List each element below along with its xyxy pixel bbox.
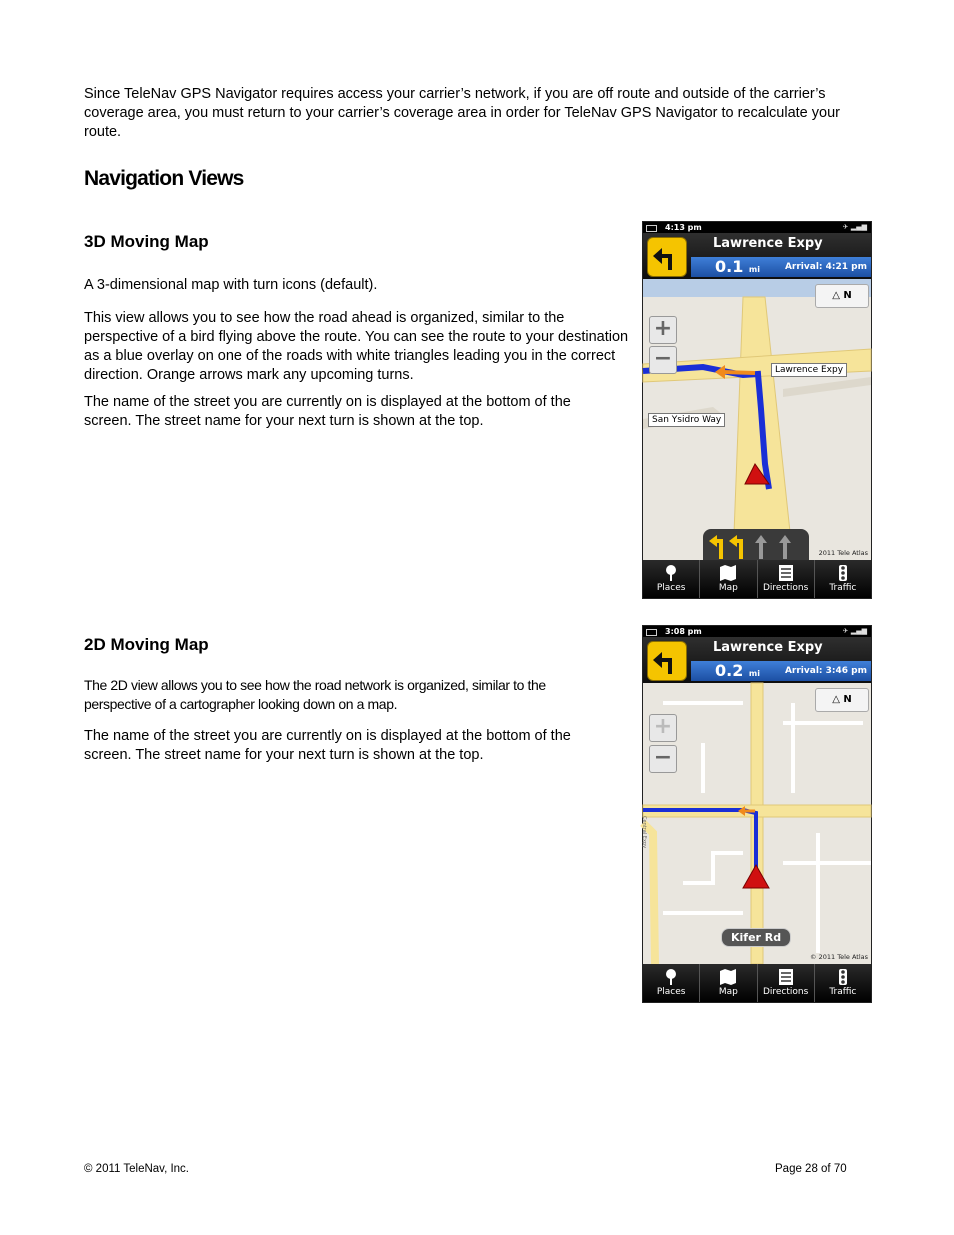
map-copyright: © 2011 Tele Atlas: [810, 953, 868, 961]
zoom-out-button[interactable]: −: [649, 346, 677, 374]
tab-directions[interactable]: Directions: [758, 560, 815, 598]
current-street-label: Kifer Rd: [721, 928, 791, 947]
battery-icon: [646, 225, 657, 232]
traffic-light-icon: [834, 565, 852, 581]
signal-icon: ✈ ▂▄▆: [842, 223, 867, 231]
heading-3d-moving-map: 3D Moving Map: [84, 232, 209, 251]
tab-places[interactable]: Places: [643, 560, 700, 598]
next-street-name: Lawrence Expy: [713, 236, 823, 251]
map-icon: [719, 969, 737, 985]
arrival-time: Arrival: 3:46 pm: [784, 666, 867, 676]
distance-bar: [691, 257, 871, 277]
list-icon: [777, 565, 795, 581]
compass-icon: △: [832, 694, 840, 705]
intro-paragraph: Since TeleNav GPS Navigator requires access your carrier’s network, if you are off route and outside of the carrier’s coverage area, you must return to your carrier’s coverage area in order for TeleNav GPS Navigator to recalculate your route.: [84, 86, 840, 140]
section-title: Navigation Views: [84, 167, 244, 190]
status-bar: [643, 222, 871, 233]
footer-page-number: Page 28 of 70: [775, 1163, 847, 1175]
pin-icon: [662, 969, 680, 985]
zoom-in-button[interactable]: +: [649, 316, 677, 344]
tab-places[interactable]: Places: [643, 964, 700, 1002]
map-street-label: San Ysidro Way: [648, 413, 725, 427]
compass-button[interactable]: △ N: [815, 688, 869, 712]
tab-traffic[interactable]: Traffic: [815, 964, 871, 1002]
traffic-light-icon: [834, 969, 852, 985]
tab-directions[interactable]: Directions: [758, 964, 815, 1002]
signal-icon: ✈ ▂▄▆: [842, 627, 867, 635]
compass-icon: △: [832, 290, 840, 301]
map-street-label: Central Expy: [641, 816, 647, 849]
left-turn-icon: [647, 641, 687, 681]
tab-traffic[interactable]: Traffic: [815, 560, 871, 598]
distance-value: 0.2 mi: [715, 661, 760, 680]
list-icon: [777, 969, 795, 985]
screenshot-3d-moving-map: [642, 221, 872, 599]
paragraph-2d-1: The 2D view allows you to see how the road network is organized, similar to the perspective of a cartographer looking down on a map.: [84, 677, 546, 712]
paragraph-3d-3: The name of the street you are currently on is displayed at the bottom of the screen. The street name for your next turn is shown at the top.: [84, 394, 571, 429]
zoom-in-button[interactable]: +: [649, 714, 677, 742]
lane-guidance-icon: [703, 529, 809, 561]
screenshot-2d-moving-map: [642, 625, 872, 1003]
distance-bar: [691, 661, 871, 681]
zoom-out-button[interactable]: −: [649, 745, 677, 773]
tab-map[interactable]: Map: [700, 560, 757, 598]
footer-copyright: © 2011 TeleNav, Inc.: [84, 1163, 190, 1175]
map-street-label: Lawrence Expy: [771, 363, 847, 377]
navigation-header: [643, 233, 871, 279]
map-canvas-2d[interactable]: [643, 683, 871, 964]
pin-icon: [662, 565, 680, 581]
navigation-header: [643, 637, 871, 683]
paragraph-3d-2: This view allows you to see how the road ahead is organized, similar to the perspective of a bird flying above the route. You can see the route to your destination as a blue overlay on one of the roads with white triangles leading you in the correct direction. Orange arrows mark any upcoming turns.: [84, 310, 629, 383]
map-copyright: 2011 Tele Atlas: [818, 549, 868, 557]
arrival-time: Arrival: 4:21 pm: [784, 262, 867, 272]
paragraph-2d-2: The name of the street you are currently on is displayed at the bottom of the screen. The street name for your next turn is shown at the top.: [84, 728, 571, 763]
heading-2d-moving-map: 2D Moving Map: [84, 635, 209, 654]
left-turn-icon: [647, 237, 687, 277]
next-street-name: Lawrence Expy: [713, 640, 823, 655]
status-time: 4:13 pm: [665, 223, 702, 232]
paragraph-3d-1: A 3-dimensional map with turn icons (default).: [84, 277, 378, 293]
bottom-tab-bar: [643, 560, 871, 598]
status-bar: [643, 626, 871, 637]
distance-value: 0.1 mi: [715, 257, 760, 276]
map-icon: [719, 565, 737, 581]
battery-icon: [646, 629, 657, 636]
status-time: 3:08 pm: [665, 627, 702, 636]
compass-button[interactable]: △ N: [815, 284, 869, 308]
bottom-tab-bar: [643, 964, 871, 1002]
tab-map[interactable]: Map: [700, 964, 757, 1002]
